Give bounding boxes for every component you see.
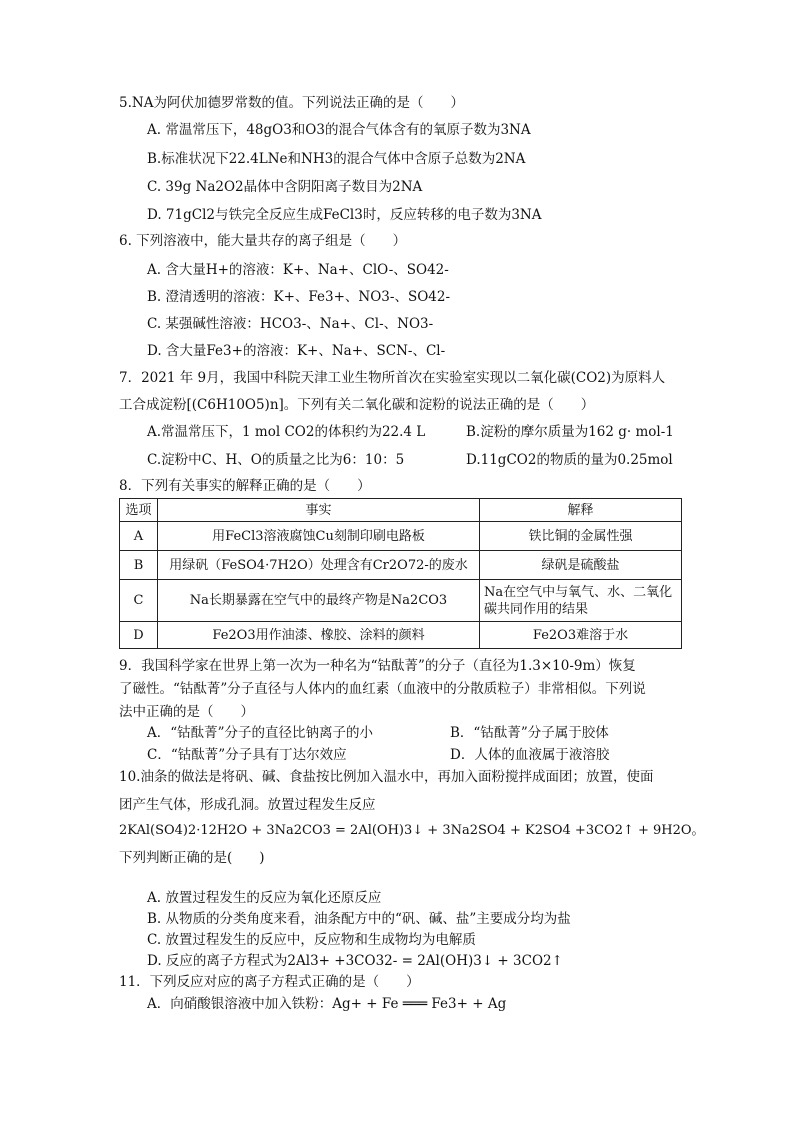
table-header-fact: 事实 — [158, 499, 480, 522]
reaction-equation: 2KAl(SO4)2·12H2O + 3Na2CO3 = 2Al(OH)3↓ + 3Na2SO4 + K2SO4 +3CO2↑ + 9H2O。 — [119, 823, 705, 838]
question-7-option-d: D.11gCO2的物质的量为0.25mol — [466, 452, 673, 468]
facts-table — [119, 498, 682, 649]
question-10-stem-line-3: 下列判断正确的是( ) — [119, 850, 265, 866]
question-7-stem-line-2: 工合成淀粉[(C6H10O5)n]。下列有关二氧化碳和淀粉的说法正确的是（ ） — [119, 397, 595, 413]
table-row — [120, 551, 682, 580]
question-9-option-d: D．人体的血液属于液溶胶 — [450, 747, 610, 763]
question-7-stem-line-1: 7．2021 年 9月，我国中科院天津工业生物所首次在实验室实现以二氧化碳(CO2)为原料人 — [119, 370, 666, 386]
question-10-stem-line-2: 团产生气体，形成孔洞。放置过程发生反应 — [119, 797, 376, 813]
question-9-option-c: C．“钴酞菁”分子具有丁达尔效应 — [147, 747, 347, 763]
question-7-option-c: C.淀粉中C、H、O的质量之比为6：10：5 — [147, 452, 405, 468]
question-10-option-a: A. 放置过程发生的反应为氧化还原反应 — [147, 890, 382, 906]
table-cell-option: A — [120, 522, 158, 551]
question-7-option-b: B.淀粉的摩尔质量为162 g· mol-1 — [466, 424, 674, 440]
question-8-stem: 8．下列有关事实的解释正确的是（ ） — [119, 478, 371, 494]
question-10-option-c: C. 放置过程发生的反应中，反应物和生成物均为电解质 — [147, 932, 476, 948]
question-9-stem-line-2: 了磁性。“钴酞菁”分子直径与人体内的血红素（血液中的分散质粒子）非常相似。下列说 — [119, 681, 646, 697]
question-11-option-a: A．向硝酸银溶液中加入铁粉：Ag+ + Fe ═══ Fe3+ + Ag — [147, 996, 507, 1012]
question-5-option-c: C. 39g Na2O2晶体中含阴阳离子数目为2NA — [147, 179, 423, 195]
table-cell-fact: 用FeCl3溶液腐蚀Cu刻制印刷电路板 — [158, 522, 480, 551]
question-9-stem-line-3: 法中正确的是（ ） — [119, 704, 254, 720]
table-cell-option: B — [120, 551, 158, 580]
question-9-option-a: A．“钴酞菁”分子的直径比钠离子的小 — [147, 725, 374, 741]
table-header-row — [120, 499, 682, 522]
question-6-option-d: D. 含大量Fe3+的溶液：K+、Na+、SCN-、Cl- — [147, 343, 446, 359]
question-6-option-a: A. 含大量H+的溶液：K+、Na+、ClO-、SO42- — [147, 262, 449, 278]
table-cell-fact: Na长期暴露在空气中的最终产物是Na2CO3 — [158, 580, 480, 622]
question-5-option-b: B.标准状况下22.4LNe和NH3的混合气体中含原子总数为2NA — [147, 151, 526, 167]
question-10-stem-line-1: 10.油条的做法是将矾、碱、食盐按比例加入温水中，再加入面粉搅拌成面团；放置，使面 — [119, 769, 654, 785]
question-9-stem-line-1: 9．我国科学家在世界上第一次为一种名为“钴酞菁”的分子（直径为1.3×10-9m）恢复 — [119, 658, 636, 674]
question-10-option-d: D. 反应的离子方程式为2Al3+ +3CO32- = 2Al(OH)3↓ + 3CO2↑ — [147, 953, 563, 969]
table-header-option: 选项 — [120, 499, 158, 522]
table-cell-option: C — [120, 580, 158, 622]
question-5-option-d: D. 71gCl2与铁完全反应生成FeCl3时，反应转移的电子数为3NA — [147, 207, 542, 223]
question-6-stem: 6. 下列溶液中，能大量共存的离子组是（ ） — [119, 233, 407, 249]
question-7-option-a: A.常温常压下，1 mol CO2的体积约为22.4 L — [147, 424, 426, 440]
question-10-option-b: B. 从物质的分类角度来看，油条配方中的“矾、碱、盐”主要成分均为盐 — [147, 911, 571, 927]
question-5-stem: 5.NA为阿伏加德罗常数的值。下列说法正确的是（ ） — [119, 95, 464, 111]
table-cell-fact: 用绿矾（FeSO4·7H2O）处理含有Cr2O72-的废水 — [158, 551, 480, 580]
table-header-explanation: 解释 — [480, 499, 682, 522]
table-row — [120, 522, 682, 551]
question-6-option-b: B. 澄清透明的溶液：K+、Fe3+、NO3-、SO42- — [147, 289, 451, 305]
question-5-option-a: A. 常温常压下，48gO3和O3的混合气体含有的氧原子数为3NA — [147, 122, 531, 138]
table-cell-explanation: Fe2O3难溶于水 — [480, 622, 682, 649]
table-cell-explanation: 绿矾是硫酸盐 — [480, 551, 682, 580]
table-cell-explanation: Na在空气中与氧气、水、二氧化碳共同作用的结果 — [480, 580, 682, 622]
question-11-stem: 11．下列反应对应的离子方程式正确的是（ ） — [119, 974, 420, 990]
question-9-option-b: B．“钴酞菁”分子属于胶体 — [450, 725, 609, 741]
table-cell-fact: Fe2O3用作油漆、橡胶、涂料的颜料 — [158, 622, 480, 649]
table-row — [120, 622, 682, 649]
table-cell-explanation: 铁比铜的金属性强 — [480, 522, 682, 551]
table-cell-option: D — [120, 622, 158, 649]
table-row — [120, 580, 682, 622]
question-6-option-c: C. 某强碱性溶液：HCO3-、Na+、Cl-、NO3- — [147, 316, 434, 332]
